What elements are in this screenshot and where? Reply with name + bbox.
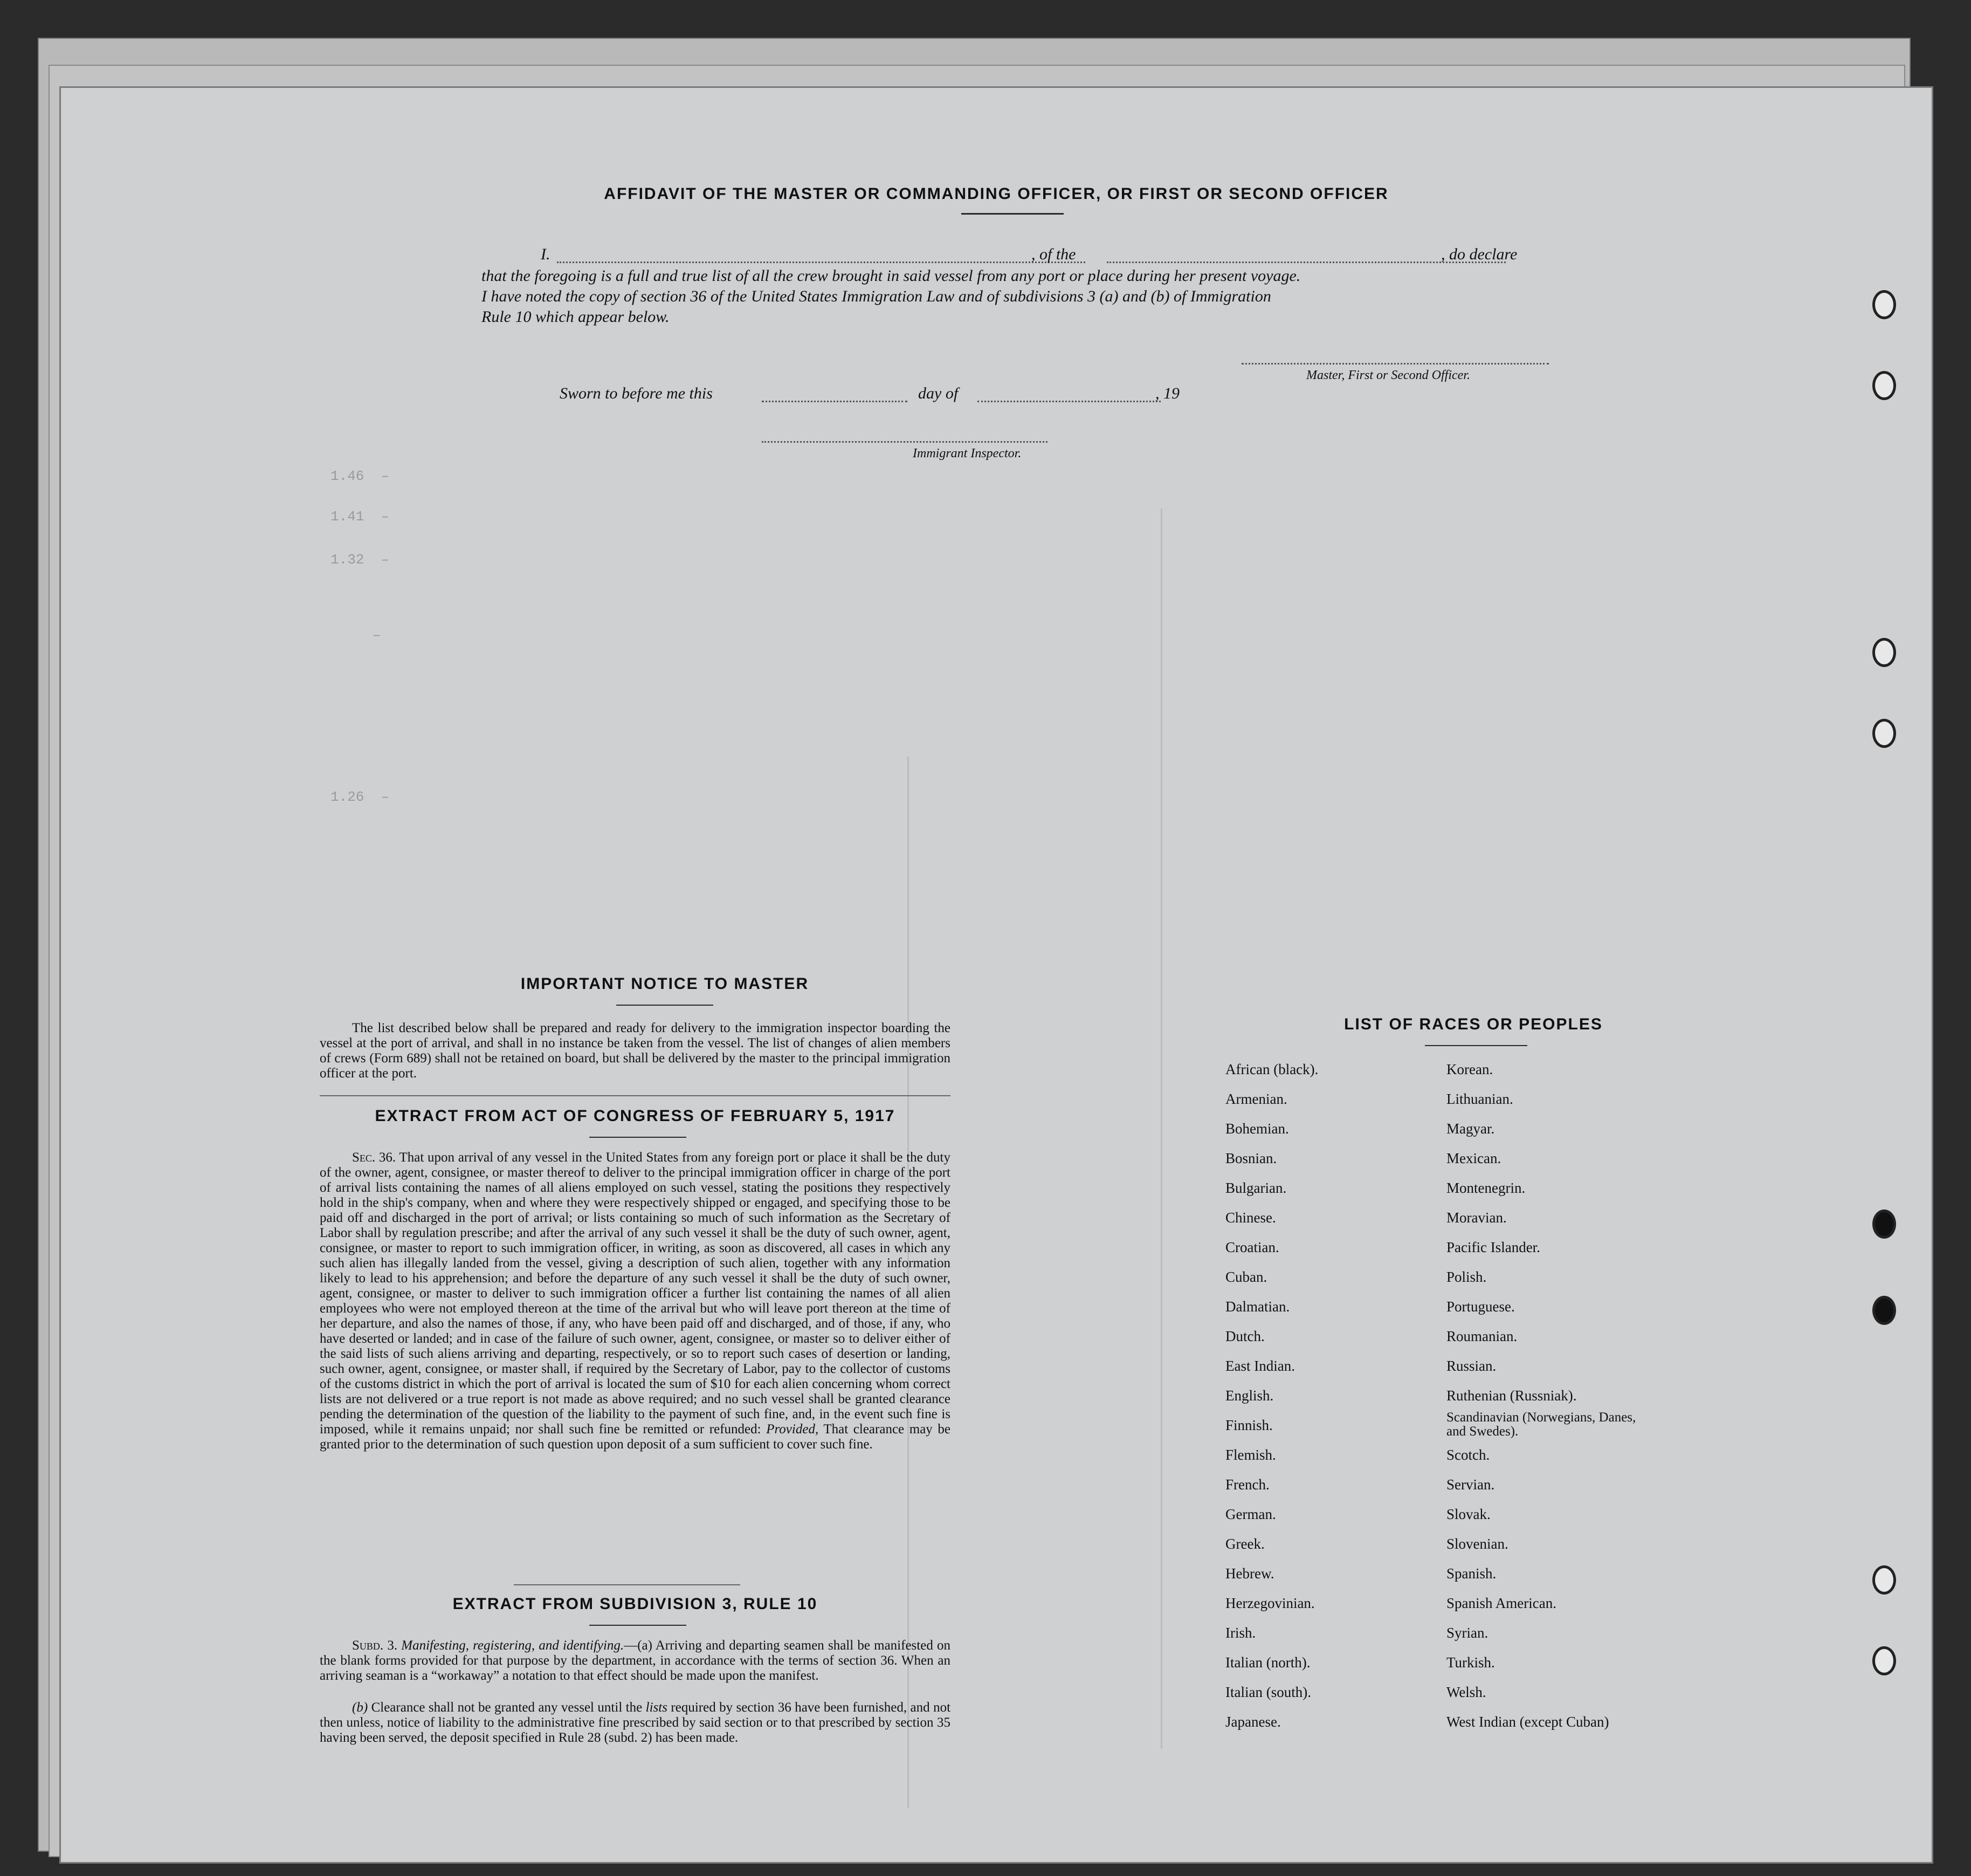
month-field[interactable] bbox=[977, 401, 1161, 402]
affidavit-line: that the foregoing is a full and true list of all the crew brought in said vessel from any port or place during her present voyage. bbox=[481, 267, 1301, 285]
bleed-through: 1.41 – bbox=[330, 508, 390, 525]
race-item: Ruthenian (Russniak). bbox=[1446, 1387, 1577, 1404]
punch-hole-icon bbox=[1872, 371, 1896, 400]
race-item: Korean. bbox=[1446, 1061, 1493, 1077]
affidavit-prefix: I. bbox=[541, 245, 550, 263]
punch-hole-icon bbox=[1872, 290, 1896, 319]
race-item: Flemish. bbox=[1225, 1447, 1276, 1463]
rule-para-b bbox=[320, 1700, 950, 1746]
year-label: , 19 bbox=[1155, 384, 1180, 402]
signature-line[interactable] bbox=[1242, 363, 1549, 365]
race-item: Croatian. bbox=[1225, 1239, 1279, 1255]
race-item: Dutch. bbox=[1225, 1328, 1265, 1344]
race-item: Lithuanian. bbox=[1446, 1091, 1513, 1107]
bleed-through: 1.46 – bbox=[330, 468, 390, 484]
race-item: Polish. bbox=[1446, 1269, 1487, 1285]
race-item: Bosnian. bbox=[1225, 1150, 1277, 1166]
race-item: Italian (south). bbox=[1225, 1684, 1311, 1700]
manifest-page bbox=[59, 86, 1933, 1864]
rule-b-label: (b) bbox=[352, 1700, 368, 1715]
race-item: French. bbox=[1225, 1476, 1270, 1493]
race-item: Greek. bbox=[1225, 1536, 1265, 1552]
race-item: Irish. bbox=[1225, 1625, 1256, 1641]
divider bbox=[1425, 1045, 1527, 1046]
race-item: Scotch. bbox=[1446, 1447, 1490, 1463]
divider bbox=[514, 1584, 740, 1585]
margin-line bbox=[1161, 508, 1162, 1749]
rule-b-text1: Clearance shall not be granted any vessel until the bbox=[371, 1700, 643, 1715]
race-item: Servian. bbox=[1446, 1476, 1495, 1493]
rule-para-a bbox=[320, 1638, 950, 1683]
race-item: Mexican. bbox=[1446, 1150, 1501, 1166]
affidavit-line: I have noted the copy of section 36 of the United States Immigration Law and of subdivisions 3 (a) and (b) of Immigration bbox=[481, 287, 1271, 305]
punch-hole-icon bbox=[1872, 1646, 1896, 1675]
notice-title: IMPORTANT NOTICE TO MASTER bbox=[520, 975, 809, 993]
punch-hole-icon bbox=[1872, 1565, 1896, 1595]
sworn-label: Sworn to before me this bbox=[560, 384, 713, 402]
race-item: West Indian (except Cuban) bbox=[1446, 1714, 1609, 1730]
bleed-through: – bbox=[330, 627, 381, 643]
race-item: Montenegrin. bbox=[1446, 1180, 1526, 1196]
act-end: That clearance may be granted prior to the determination of such question upon deposit of a sum sufficient to cover such fine. bbox=[320, 1422, 951, 1452]
day-of-label: day of bbox=[918, 384, 959, 402]
race-item: Hebrew. bbox=[1225, 1565, 1274, 1582]
affidavit-title: AFFIDAVIT OF THE MASTER OR COMMANDING OFFICER, OR FIRST OR SECOND OFFICER bbox=[604, 185, 1389, 203]
race-item: Turkish. bbox=[1446, 1654, 1495, 1671]
race-item: Moravian. bbox=[1446, 1210, 1507, 1226]
act-body: That upon arrival of any vessel in the United States from any foreign port or place it shall be the duty of the owner, agent, consignee, or master thereof to deliver to the principal immigration officer in charge of the port of arrival lists containing the names of all aliens employed on such vessel, stating the positions they respectively hold in the ship's company, when and where they were respectively shipped or engaged, and specifying those to be paid off and discharged in the port of arrival; or lists containing so much of such information as the Secretary of Labor shall by regulation prescribe; and after the arrival of any such vessel it shall be the duty of such owner, agent, consignee, or master to report to such immigration officer, in writing, as soon as discovered, all cases in which any such alien has illegally landed from the vessel, giving a description of such alien, together with any information likely to lead to his apprehension; and before the departure of any such vessel it shall be the duty of such owner, agent, consignee, or master to deliver to such immigration officer a further list containing the names of all alien employees who were not employed thereon at the time of the arrival but who will leave port thereon at the time of her departure, and also the names of those, if any, who have been paid off and discharged, and of those, if any, who have deserted or landed; and in case of the failure of such owner, agent, consignee, or master so to deliver either of the said lists of such aliens arriving and departing, respectively, or so to report such cases of desertion or landing, such owner, agent, consignee, or master shall, if required by the Secretary of Labor, pay to the collector of customs of the customs district in which the port of arrival is located the sum of $10 for each alien concerning whom correct lists are not delivered or a true report is not made as above required; and no such vessel shall be granted clearance pending the determination of the question of the liability to the payment of such fine, and, in the event such fine is imposed, while it remains unpaid; nor shall such fine be remitted or refunded: bbox=[320, 1150, 950, 1437]
race-item: Slovenian. bbox=[1446, 1536, 1508, 1552]
rule-para-a-text: —(a) Arriving and departing seamen shall be manifested on the blank forms provided for that purpose by the department, in accordance with the terms of section 36. When an arriving seaman is a “workaway” a notation to that effect should be made upon the manifest. bbox=[320, 1638, 950, 1683]
inspector-label: Immigrant Inspector. bbox=[913, 446, 1022, 461]
race-item: East Indian. bbox=[1225, 1358, 1295, 1374]
race-item: Welsh. bbox=[1446, 1684, 1486, 1700]
race-item: Russian. bbox=[1446, 1358, 1497, 1374]
punch-hole-icon bbox=[1872, 1296, 1896, 1325]
race-item: Roumanian. bbox=[1446, 1328, 1518, 1344]
divider bbox=[616, 1005, 713, 1006]
race-item: Finnish. bbox=[1225, 1417, 1273, 1433]
race-item: Chinese. bbox=[1225, 1210, 1276, 1226]
signature-label: Master, First or Second Officer. bbox=[1306, 368, 1470, 382]
rule-b-lists: lists bbox=[645, 1700, 667, 1715]
act-title: EXTRACT FROM ACT OF CONGRESS OF FEBRUARY 5, 1917 bbox=[375, 1107, 895, 1125]
race-item: Scandinavian (Norwegians, Danes, and Swedes). bbox=[1446, 1410, 1636, 1439]
race-item: Spanish. bbox=[1446, 1565, 1497, 1582]
punch-hole-icon bbox=[1872, 638, 1896, 667]
race-item: Slovak. bbox=[1446, 1506, 1491, 1522]
act-sec-label: Sec. 36. bbox=[352, 1150, 396, 1165]
affidavit-declare: , do declare bbox=[1441, 245, 1518, 263]
inspector-line[interactable] bbox=[762, 441, 1047, 443]
race-item: African (black). bbox=[1225, 1061, 1319, 1077]
race-item: Bulgarian. bbox=[1225, 1180, 1287, 1196]
race-item: German. bbox=[1225, 1506, 1276, 1522]
affidavit-line: Rule 10 which appear below. bbox=[481, 308, 670, 326]
day-field[interactable] bbox=[762, 401, 907, 402]
divider bbox=[320, 1095, 950, 1096]
affidavit-of-the: , of the bbox=[1031, 245, 1076, 263]
race-item: Magyar. bbox=[1446, 1121, 1495, 1137]
rule-subd-italic: Manifesting, registering, and identifying. bbox=[401, 1638, 624, 1653]
rule-subd-label: Subd. 3. bbox=[352, 1638, 398, 1653]
punch-hole-icon bbox=[1872, 719, 1896, 748]
punch-hole-icon bbox=[1872, 1210, 1896, 1239]
race-item: Syrian. bbox=[1446, 1625, 1488, 1641]
race-item: Dalmatian. bbox=[1225, 1298, 1290, 1315]
race-item: Italian (north). bbox=[1225, 1654, 1311, 1671]
divider bbox=[961, 213, 1064, 215]
rule-b-text2: required by section 36 have been furnished, and not then unless, notice of liability to the administrative fine prescribed by said section or to that prescribed by section 35 having been served, the deposit specified in Rule 28 (subd. 2) has been made. bbox=[320, 1700, 951, 1745]
race-item: Herzegovinian. bbox=[1225, 1595, 1315, 1611]
act-text bbox=[320, 1150, 950, 1452]
race-item: Armenian. bbox=[1225, 1091, 1287, 1107]
race-item: Portuguese. bbox=[1446, 1298, 1515, 1315]
notice-text: The list described below shall be prepared and ready for delivery to the immigration inspector boarding the vessel at the port of arrival, and shall in no instance be taken from the vessel. The list of changes of alien members of crews (Form 689) shall not be retained on board, but shall be delivered by the master to the principal immigration officer at the port. bbox=[320, 1021, 950, 1081]
bleed-through: 1.32 – bbox=[330, 552, 390, 568]
race-item: Bohemian. bbox=[1225, 1121, 1289, 1137]
race-item: Pacific Islander. bbox=[1446, 1239, 1540, 1255]
race-item: English. bbox=[1225, 1387, 1274, 1404]
races-title: LIST OF RACES OR PEOPLES bbox=[1344, 1015, 1603, 1033]
name-field[interactable] bbox=[557, 262, 1085, 263]
race-item: Japanese. bbox=[1225, 1714, 1281, 1730]
rule-title: EXTRACT FROM SUBDIVISION 3, RULE 10 bbox=[452, 1595, 818, 1613]
act-provided: Provided, bbox=[766, 1422, 819, 1437]
bleed-through: 1.26 – bbox=[330, 789, 390, 805]
race-item: Spanish American. bbox=[1446, 1595, 1556, 1611]
race-item: Cuban. bbox=[1225, 1269, 1267, 1285]
divider bbox=[589, 1137, 686, 1138]
divider bbox=[589, 1625, 686, 1626]
